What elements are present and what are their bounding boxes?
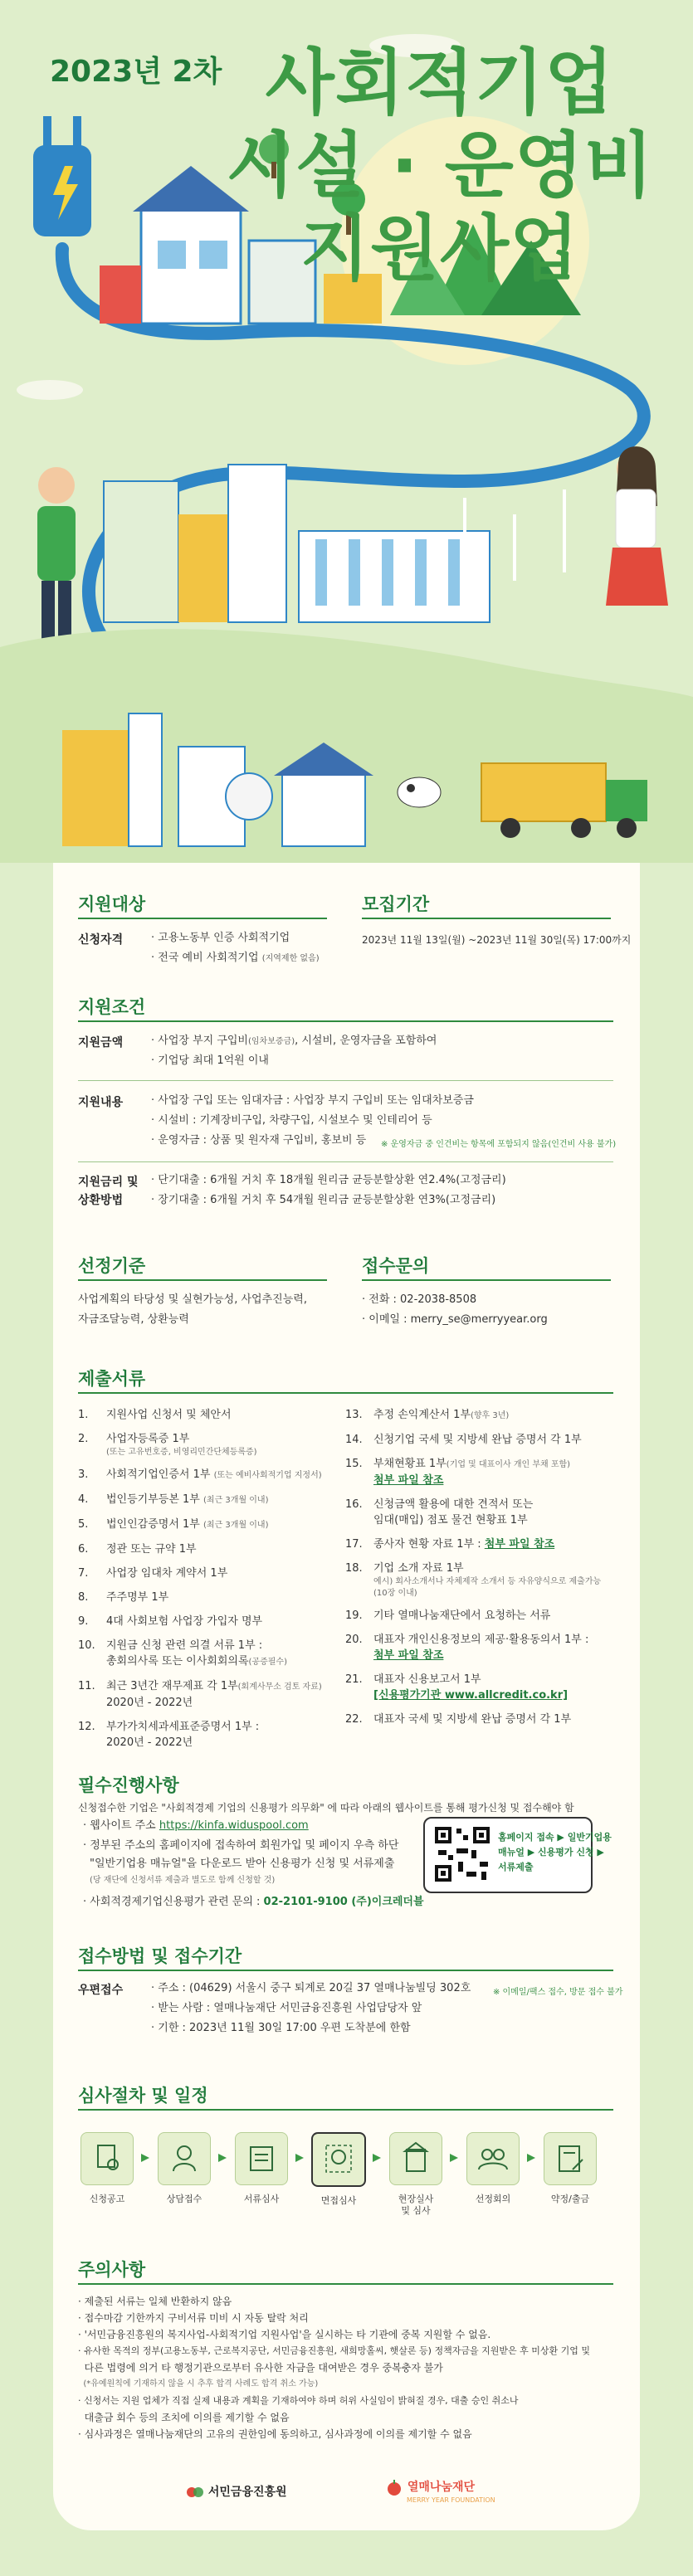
kinfa-logo: 서민금융진흥원 <box>186 2483 287 2501</box>
eligibility-note: (지역제한 없음) <box>261 954 320 963</box>
arrow-icon <box>373 2154 383 2162</box>
checklist-icon <box>236 2133 287 2184</box>
group-icon <box>467 2133 519 2184</box>
qr-guide-box <box>423 1817 612 1893</box>
list-item: 21. 대표자 신용보고서 1부 [신용평가기관 www.allcredit.co.kr] <box>345 1672 619 1703</box>
document-search-icon <box>81 2133 133 2184</box>
rate-item-2: · 장기대출 : 6개월 거치 후 54개월 원리금 균등분할상환 연3%(고정금리) <box>151 1194 496 1206</box>
divider <box>362 918 611 919</box>
required-title: 필수진행사항 <box>78 1775 179 1795</box>
recruit-period-value: 2023년 11월 13일(월) ~2023년 11월 30일(목) 17:00까지 <box>362 934 632 946</box>
list-item: 11. 최근 3년간 재무제표 각 1부(회계사무소 검토 자료) 2020년 - 2022년 <box>78 1680 322 1709</box>
list-item: 17. 종사자 현황 자료 1부 : 첨부 파일 참조 <box>345 1538 555 1551</box>
rate-label: 지원금리 및 <box>78 1176 139 1189</box>
list-item: 3. 사회적기업인증서 1부 (또는 예비사회적기업 지정서) <box>78 1468 322 1481</box>
kinfa-link[interactable]: https://kinfa.widuspool.com <box>159 1819 309 1832</box>
arrow-icon <box>218 2154 228 2162</box>
method-title: 접수방법 및 접수기간 <box>78 1946 242 1966</box>
process-steps <box>78 2132 617 2223</box>
list-item: 14. 신청기업 국세 및 지방세 완납 증명서 각 1부 <box>345 1434 582 1446</box>
list-item: 16. 신청금액 활용에 대한 견적서 또는 임대(매입) 점포 물건 현황표 1부 <box>345 1498 534 1527</box>
content-note: ※ 운영자금 중 인건비는 항목에 포함되지 않음(인건비 사용 불가) <box>381 1140 617 1149</box>
list-item: 18. 기업 소개 자료 1부 예시) 회사소개서나 자체제작 소개서 등 자유양식으로 제출가능(10장 이내) <box>345 1562 602 1598</box>
qr-code-icon[interactable] <box>433 1825 491 1883</box>
fruit-icon <box>385 2478 403 2496</box>
criteria-title: 선정기준 <box>78 1256 146 1276</box>
divider <box>362 1279 611 1281</box>
amount-label: 지원금액 <box>78 1036 124 1049</box>
divider <box>78 1392 613 1394</box>
contact-email: · 이메일 : merry_se@merryyear.org <box>362 1313 548 1326</box>
list-item: 5. 법인인감증명서 1부 (최근 3개월 이내) <box>78 1518 269 1531</box>
note-item: · 신청서는 지원 업체가 직접 실제 내용과 계획을 기재하여야 하며 허위 사실임이 밝혀질 경우, 대출 승인 취소나 <box>78 2395 519 2406</box>
note-item: · '서민금융진흥원의 복지사업-사회적기업 지원사업'을 실시하는 타 기관에 중복 지원할 수 없음. <box>78 2329 491 2340</box>
truck-shape <box>481 763 606 821</box>
headline-line-1: 사회적기업 <box>265 41 615 124</box>
arrow-icon <box>450 2154 460 2162</box>
method-label: 우편접수 <box>78 1984 124 1997</box>
notes-list <box>78 2293 590 2442</box>
list-item: 10. 지원금 신청 관련 의결 서류 1부 : 총회의사록 또는 이사회회의록(공증필수) <box>78 1639 287 1668</box>
note-item: · 제출된 서류는 일체 반환하지 않음 <box>78 2296 232 2307</box>
note-item: 다른 법령에 의거 타 행정기관으로부터 유사한 자금을 대여받은 경우 중복충자 불가 <box>78 2362 443 2374</box>
method-address: · 주소 : (04629) 서울시 중구 퇴계로 20길 37 열매나눔빌딩 302호 <box>151 1982 471 1994</box>
recruit-period-title: 모집기간 <box>362 894 430 914</box>
criteria-line-2: 자금조달능력, 상환능력 <box>78 1313 189 1326</box>
method-deadline: · 기한 : 2023년 11월 30일 17:00 우편 도착분에 한함 <box>151 2022 411 2034</box>
note-item: · 접수마감 기한까지 구비서류 미비 시 자동 탈락 처리 <box>78 2312 309 2324</box>
headline-line-3: 지원사업 <box>300 207 580 290</box>
building-icon <box>390 2133 442 2184</box>
support-target-title: 지원대상 <box>78 894 146 914</box>
content-item-2: · 시설비 : 기계장비구입, 차량구입, 시설보수 및 인테리어 등 <box>151 1114 432 1127</box>
note-item: (*유예원칙에 기재하지 않을 시 추후 합격 사례도 합격 취소 가능) <box>78 2379 319 2389</box>
qr-guide-text: 홈페이지 접속 ▶ 일반기업용 매뉴얼 ▶ 신용평가 신청 ▶ 서류제출 <box>498 1832 612 1872</box>
notes-title: 주의사항 <box>78 2260 146 2280</box>
list-item: 1. 지원사업 신청서 및 체안서 <box>78 1409 232 1421</box>
eligibility-item-1: · 고용노동부 인증 사회적기업 <box>151 932 290 944</box>
list-item: 22. 대표자 국세 및 지방세 완납 증명서 각 1부 <box>345 1713 572 1726</box>
headline-line-2: 시설 · 운영비 <box>226 124 654 207</box>
divider <box>78 1161 613 1162</box>
rate-label-2: 상환방법 <box>78 1194 124 1207</box>
content-label: 지원내용 <box>78 1096 124 1109</box>
amount-item-1: · 사업장 부지 구입비 <box>151 1035 248 1047</box>
documents-title: 제출서류 <box>78 1369 146 1389</box>
arrow-icon <box>141 2154 151 2162</box>
required-line-3: "일반기업용 매뉴얼"을 다운로드 받아 신용평가 신청 및 서류제출 <box>90 1858 395 1870</box>
required-intro: 신청접수한 기업은 "사회적경제 기업의 신용평가 의무화" 에 따라 아래의 웹사이트를 통해 평가신청 및 접수해야 함 <box>78 1802 574 1814</box>
required-line-4: (당 재단에 신청서류 제출과 별도로 함께 신청할 것) <box>90 1876 276 1885</box>
step-consult: 상담접수 <box>155 2132 213 2205</box>
note-item: · 유사한 목적의 정부(고용노동부, 근로복지공단, 서민금융진흥원, 새희망홀씨, 햇살론 등) 정책자금을 지원받은 후 미상환 기업 및 <box>78 2345 590 2356</box>
step-selection-meeting: 선정회의 <box>464 2132 522 2205</box>
kinfa-logo-icon <box>186 2483 204 2501</box>
step-site-inspection: 현장실사 및 심사 <box>387 2132 445 2217</box>
arrow-icon <box>295 2154 305 2162</box>
divider <box>78 918 327 919</box>
eligibility-label: 신청자격 <box>78 933 124 947</box>
support-conditions-title: 지원조건 <box>78 997 146 1017</box>
step-announcement: 신청공고 <box>78 2132 136 2205</box>
amount-item-2: · 기업당 최대 1억원 이내 <box>151 1054 269 1067</box>
list-item: 6. 정관 또는 규약 1부 <box>78 1543 197 1556</box>
divider <box>78 2283 613 2285</box>
process-title: 심사절차 및 일정 <box>78 2086 208 2106</box>
step-interview: 면접심사 <box>310 2132 368 2207</box>
rate-item-1: · 단기대출 : 6개월 거치 후 18개월 원리금 균등분할상환 연2.4%(고정금리) <box>151 1174 506 1186</box>
person-icon <box>159 2133 210 2184</box>
content-item-3: · 운영자금 : 상품 및 원자재 구입비, 홍보비 등 <box>151 1134 367 1147</box>
divider <box>78 1080 613 1081</box>
step-document-review: 서류심사 <box>232 2132 290 2205</box>
footer-logos <box>53 2476 640 2510</box>
criteria-line-1: 사업계획의 타당성 및 실현가능성, 사업추진능력, <box>78 1293 307 1306</box>
merry-year-logo: 열매나눔재단 MERRY YEAR FOUNDATION <box>385 2478 495 2504</box>
documents-list-right <box>345 1407 619 1736</box>
divider <box>78 1020 613 1022</box>
method-recipient: · 받는 사람 : 열매나눔재단 서민금융진흥원 사업담당자 앞 <box>151 2002 422 2014</box>
credit-phone: 02-2101-9100 (주)이크레더블 <box>263 1896 424 1908</box>
note-item: 대출금 회수 등의 조치에 이의를 제기할 수 없음 <box>78 2412 290 2423</box>
contact-title: 접수문의 <box>362 1256 430 1276</box>
step-contract: 약정/출금 <box>541 2132 599 2205</box>
hero-section <box>0 0 693 863</box>
contract-icon <box>544 2133 596 2184</box>
list-item: 12. 부가가치세과세표준증명서 1부 : 2020년 - 2022년 <box>78 1721 260 1749</box>
list-item: 8. 주주명부 1부 <box>78 1591 169 1604</box>
divider <box>78 1970 613 1971</box>
eligibility-item-2: · 전국 예비 사회적기업 <box>151 952 259 964</box>
arrow-icon <box>527 2154 537 2162</box>
interview-icon <box>313 2134 364 2185</box>
list-item: 7. 사업장 임대차 계약서 1부 <box>78 1567 228 1580</box>
divider <box>78 1279 327 1281</box>
content-item-1: · 사업장 구입 또는 임대자금 : 사업장 부지 구입비 또는 임대차보증금 <box>151 1094 474 1107</box>
list-item: 13. 추정 손익계산서 1부(향후 3년) <box>345 1409 510 1421</box>
contact-phone: · 전화 : 02-2038-8508 <box>362 1293 477 1306</box>
main-headline <box>224 41 656 290</box>
list-item: 20. 대표자 개인신용정보의 제공·활용동의서 1부 : 첨부 파일 참조 <box>345 1634 589 1662</box>
list-item: 4. 법인등기부등본 1부 (최근 3개월 이내) <box>78 1493 269 1506</box>
info-card: 지원대상 신청자격 · 고용노동부 인증 사회적기업 · 전국 예비 사회적기업 (지역제한 없음) 모집기간 2023년 11월 13일(월) ~2023년 11월 30일(목) 17:00까지 지원조건 지원금액 · 사업장 부지 구입비(임차보증금), 시설비, 운영자금을 포함하여 · 기업당 최대 1억원 이내 지원내용 · 사업장 구입 또는 임대자금 : 사업장 부지 구입비 또는 임대차보증금 · 시설비 : 기계장비구입, 차량구입, 시설보수 및 인테리어 등 · 운영자금 : 상품 및 원자재 구입비, 홍보비 등 ※ 운영자금 중 인건비는 항목에 포함되지 않음(인건비 사용 불가) 지원금리 및 상환방법 · 단기대출 : 6개월 거치 후 18개월 원리금 균등분할상환 연2.4%(고정금리) · 장기대출 : 6개월 거치 후 54개월 원리금 균등분할상환 연3%(고정금리) 선정기준 사업계획의 타당성 및 실현가능성, 사업추진능력, 자금조달능력, 상환능력 접수문의 · 전화 : 02-2038-8508 · 이메일 : merry_se@merryyear.org 제출서류 1. 지원사업 신청서 및 체안서 2. 사업자등록증 1부 (또는 고유번호증, 비영리민간단체등록증) 3. 사회적기업인증서 1부 (또는 예비사회적기업 지정서) 4. 법인등기부등본 1부 (최근 3개월 이내) 5. 법인인감증명서 1부 (최근 3개월 이내) 6. 정관 또는 규약 1부 7. 사업장 임대차 계약서 1부 8. 주주명부 1부 9. 4대 사회보험 사업장 가입자 명부 10. 지원금 신청 관련 의결 서류 1부 : 총회의사록 또는 이사회회의록(공증필수) 11. 최근 3년간 재무제표 각 1부(회계사무소 검토 자료) 2020년 - 2022년 12. 부가가치세과세표준증명서 1부 : 2020년 - 2022년 13. 추정 손익계산서 1부(향후 3년) 14. 신청기업 국세 및 지방세 완납 증명서 각 1부 15. 부채현황표 1부(기업 및 대표이사 개인 부채 포함) 첨부 파일 참조 16. 신청금액 활용에 대한 견적서 또는 임대(매입) 점포 물건 현황표 1부 17. 종사자 현황 자료 1부 : 첨부 파일 참조 18. 기업 소개 자료 1부 예시) 회사소개서나 자체제작 소개서 등 자유양식으로 제출가능(10장 이내) 19. 기타 열매나눔재단에서 요청하는 서류 20. 대표자 개인신용정보의 제공·활용동의서 1부 : 첨부 파일 참조 21. 대표자 신용보고서 1부 [신용평가기관 www.allcredit.co.kr] 22. 대표자 국세 및 지방세 완납 증명서 각 1부 필수진행사항 신청접수한 기업은 "사회적경제 기업의 신용평가 의무화" 에 따라 아래의 웹사이트를 통해 평가신청 및 접수해야 함 · 웹사이트 주소 https://kinfa.widuspool.com · 정부된 주소의 홈페이지에 접속하여 회원가입 및 페이지 우측 하단 "일반기업용 매뉴얼"을 다운로드 받아 신용평가 신청 및 서류제출 (당 재단에 신청서류 제출과 별도로 함께 신청할 것) · 사회적경제기업신용평가 관련 문의 : 02-2101-9100 (주)이크레더블 홈페이지 접속 ▶ 일반기업용 매뉴얼 ▶ 신용평가 신청 ▶ 서류제출 접수방법 및 접수기간 우편접수 · 주소 : (04629) 서울시 중구 퇴계로 20길 37 열매나눔빌딩 302호 ※ 이메일/팩스 접수, 방문 접수 불가 · 받는 사람 : 열매나눔재단 서민금융진흥원 사업담당자 앞 · 기한 : 2023년 11월 30일 17:00 우편 도착분에 한함 심사절차 및 일정 신청공고 상담접수 서류심사 면접심사 현장실사 및 심사 선정회의 약정/출금 주의사항 · 제출된 서류는 일체 반환하지 않음 · 접수마감 기한까지 구비서류 미비 시 자동 탈락 처리 · '서민금융진흥원의 복지사업-사회적기업 지원사업'을 실시하는 타 기관에 중복 지원할 수 없음. · 유사한 목적의 정부(고용노동부, 근로복지공단, 서민금융진흥원, 새희망홀씨, 햇살론 등) 정책자금을 지원받은 후 미상환 기업 및 다른 법령에 의거 타 행정기관으로부터 유사한 자금을 대여받은 경우 중복충자 불가 (*유예원칙에 기재하지 않을 시 추후 합격 사례도 합격 취소 가능) · 신청서는 지원 업체가 직접 실제 내용과 계획을 기재하여야 하며 허위 사실임이 밝혀질 경우, 대출 승인 취소나 대출금 회수 등의 조치에 이의를 제기할 수 없음 · 심사과정은 열매나눔재단의 고유의 권한임에 동의하고, 심사과정에 이의를 제기할 수 없음 서민금융진흥원 열매나눔재단 MERRY YEAR FOUNDATION <box>53 863 640 2530</box>
credit-link[interactable]: [신용평가기관 www.allcredit.co.kr] <box>373 1689 569 1702</box>
list-item: 9. 4대 사회보험 사업장 가입자 명부 <box>78 1615 263 1628</box>
required-line-2: · 정부된 주소의 홈페이지에 접속하여 회원가입 및 페이지 우측 하단 <box>83 1839 399 1852</box>
list-item: 15. 부채현황표 1부(기업 및 대표이사 개인 부채 포함) 첨부 파일 참조 <box>345 1458 571 1487</box>
list-item: 19. 기타 열매나눔재단에서 요청하는 서류 <box>345 1609 551 1622</box>
documents-list-left <box>78 1407 327 1759</box>
method-address-note: ※ 이메일/팩스 접수, 방문 접수 불가 <box>493 1988 623 1997</box>
round-label: 2023년 2차 <box>50 55 222 89</box>
list-item: 2. 사업자등록증 1부 (또는 고유번호증, 비영리민간단체등록증) <box>78 1433 257 1457</box>
note-item: · 심사과정은 열매나눔재단의 고유의 권한임에 동의하고, 심사과정에 이의를 제기할 수 없음 <box>78 2428 472 2440</box>
divider <box>78 2109 613 2111</box>
